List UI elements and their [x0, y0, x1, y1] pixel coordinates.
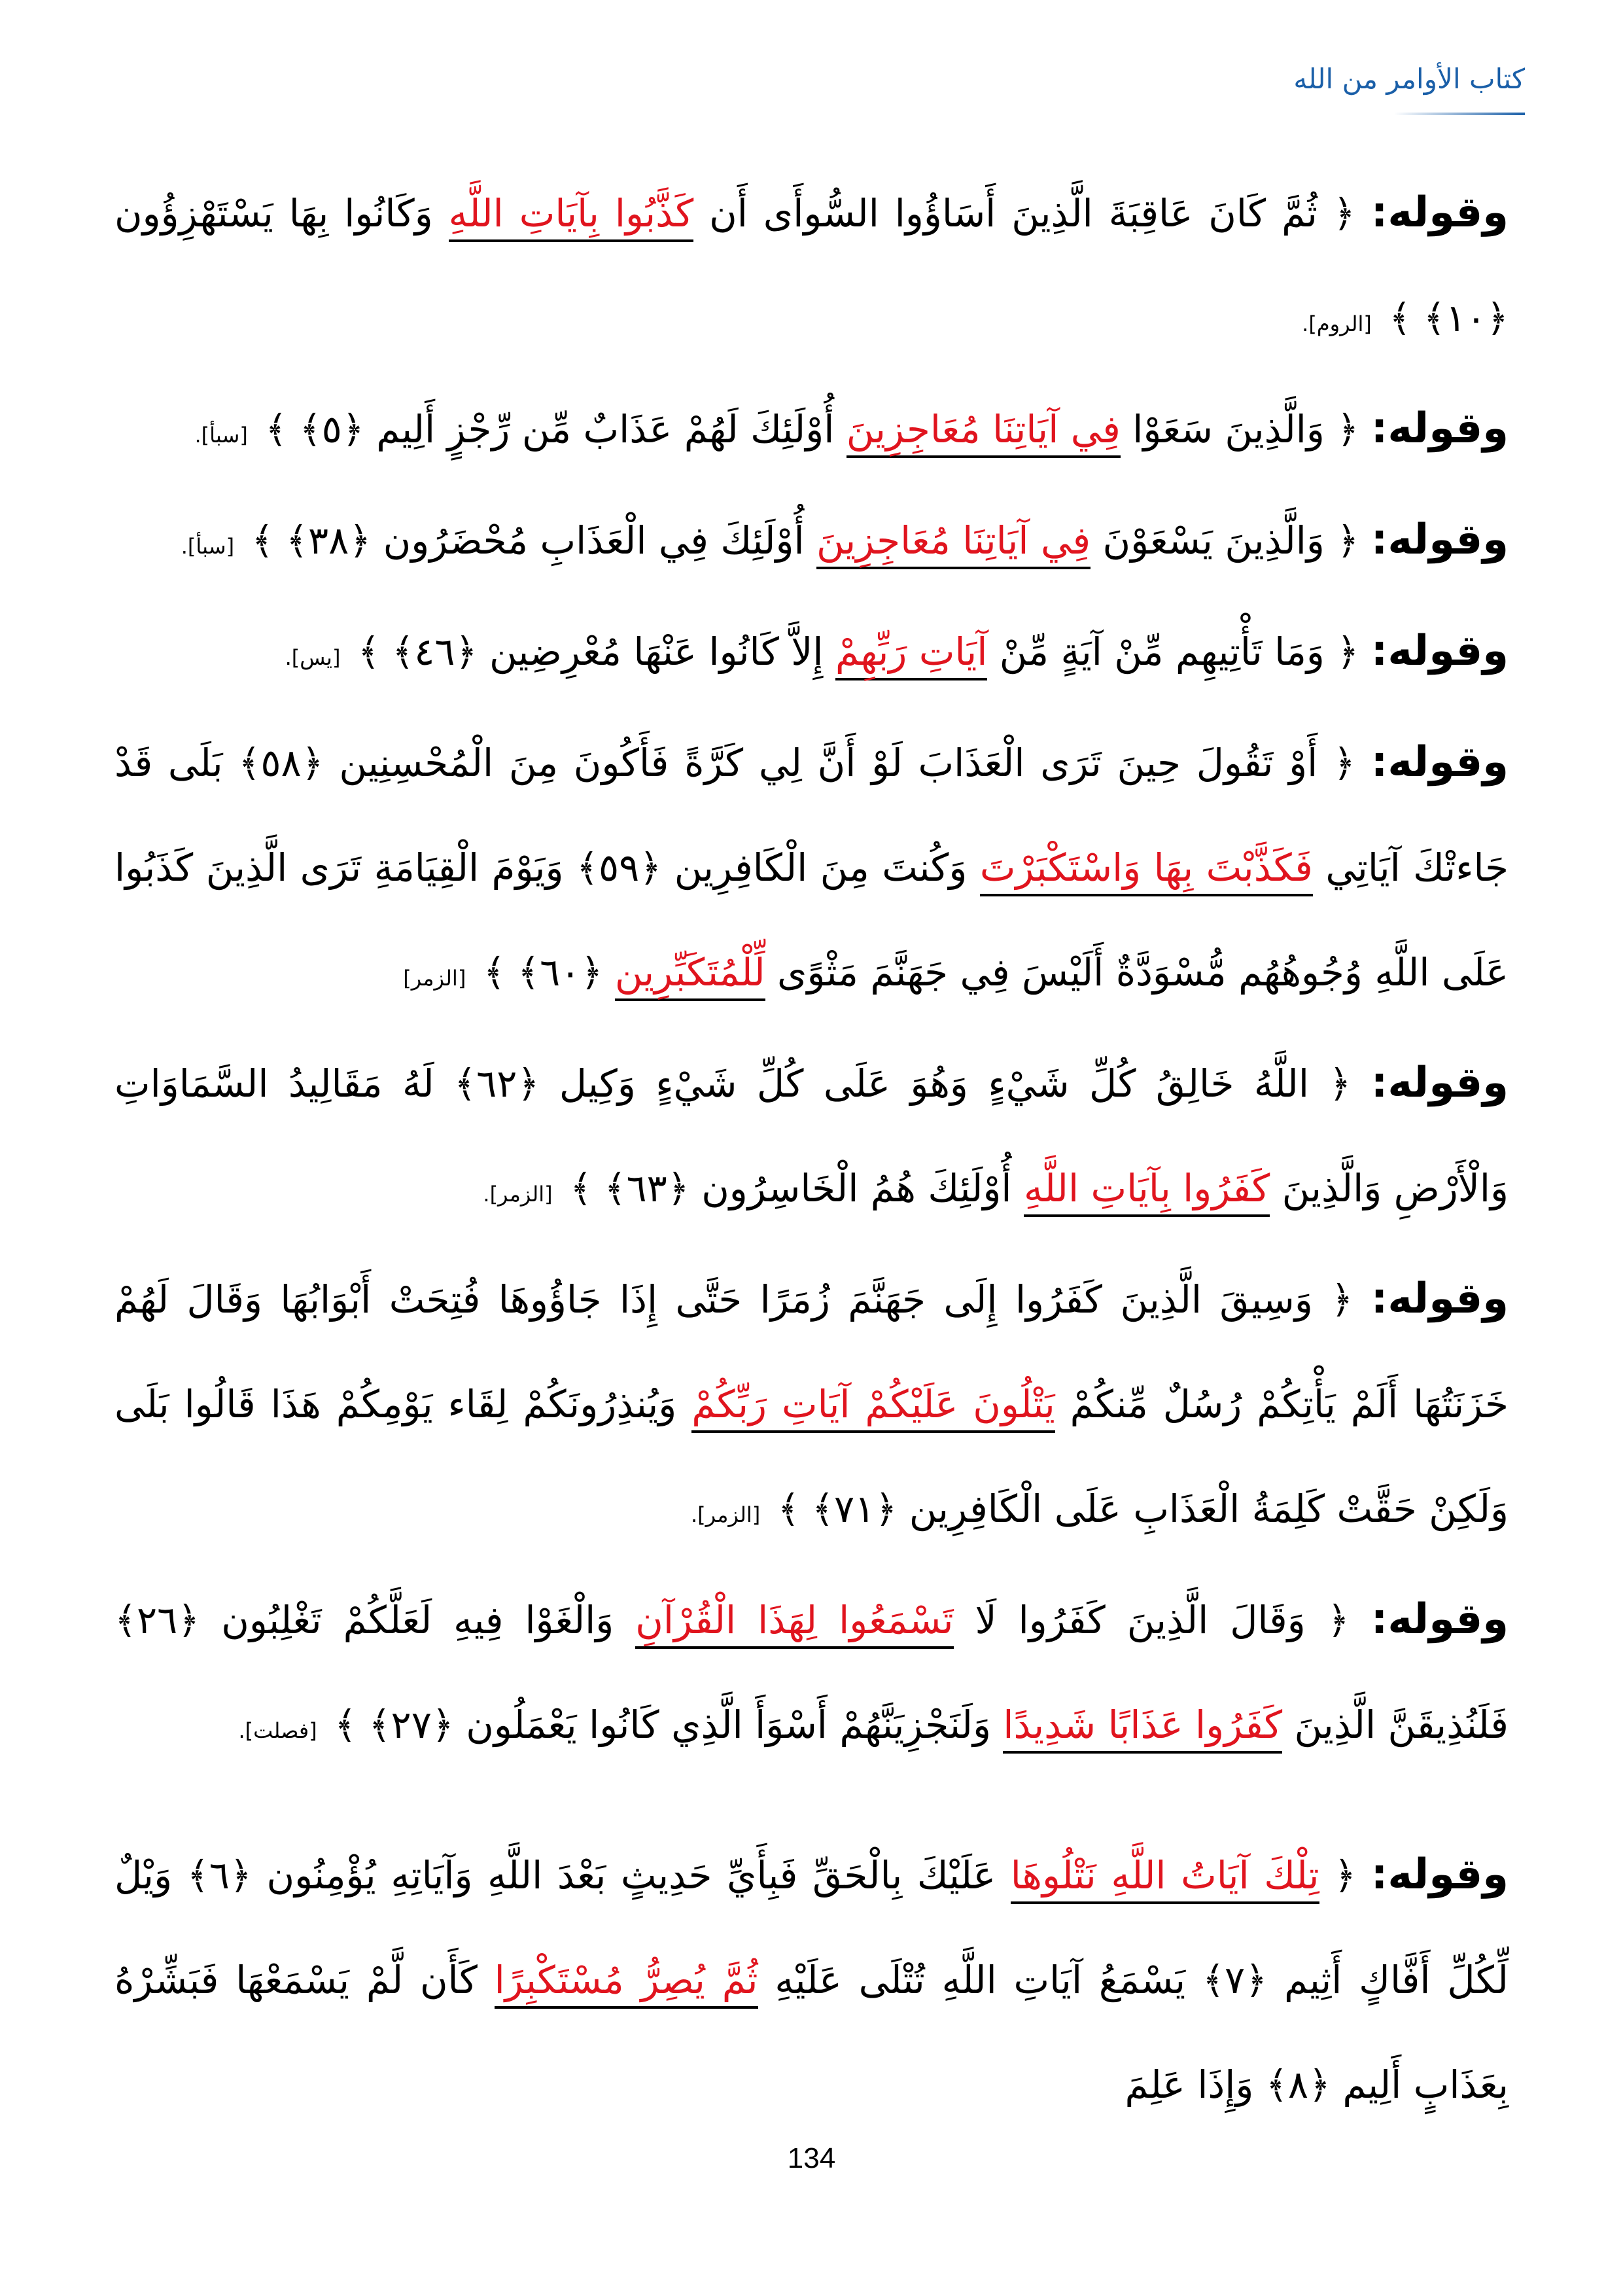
verse-text: وَيُنذِرُونَكُمْ لِقَاء يَوْمِكُمْ هَذَا قَالُوا بَلَى وَلَكِنْ حَقَّتْ كَلِمَةُ الْعَذَابِ عَلَى الْكَافِرِين ﴿٧١﴾ ﴾ [114, 1382, 1509, 1531]
verse-keyword: وقوله: [1370, 516, 1509, 564]
book-title: كتاب الأوامر من الله [1293, 63, 1525, 95]
verse-highlight: آيَاتِ رَبِّهِمْ [835, 629, 987, 680]
verse-text: وَلَنَجْزِيَنَّهُمْ أَسْوَأَ الَّذِي كَانُوا يَعْمَلُون ﴿٢٧﴾ ﴾ [334, 1703, 1003, 1747]
verse-highlight: فِي آيَاتِنَا مُعَاجِزِينَ [816, 518, 1091, 569]
verse-text: أُوْلَئِكَ فِي الْعَذَابِ مُحْضَرُون ﴿٣٨﴾ ﴾ [251, 518, 816, 563]
verse-highlight: تِلْكَ آيَاتُ اللَّهِ نَتْلُوهَا [1011, 1853, 1319, 1904]
verse-highlight: كَفَرُوا عَذَابًا شَدِيدًا [1003, 1703, 1282, 1754]
verse-block [114, 487, 1509, 599]
verse-highlight: كَفَرُوا بِآيَاتِ اللَّهِ [1024, 1166, 1270, 1217]
verse-keyword: وقوله: [1370, 1850, 1509, 1899]
surah-reference: [الزمر]. [690, 1502, 761, 1527]
verse-text: ﴿ ثُمَّ كَانَ عَاقِبَةَ الَّذِينَ أَسَاؤُوا السُّوأَى أَن [693, 191, 1355, 236]
verse-text: ﴿ [1319, 1853, 1357, 1898]
verse-text: وَكَانُوا بِهَا يَسْتَهْزِؤُون ﴿١٠﴾ ﴾ [114, 191, 1509, 340]
verse-text: أُوْلَئِكَ لَهُمْ عَذَابٌ مِّن رِّجْزٍ أَلِيم ﴿٥﴾ ﴾ [265, 407, 846, 451]
verse-keyword: وقوله: [1370, 188, 1509, 237]
verse-keyword: وقوله: [1370, 738, 1509, 786]
verse-block [114, 599, 1509, 710]
verse-text: كَأَن لَّمْ يَسْمَعْهَا فَبَشِّرْهُ بِعَذَابٍ أَلِيم ﴿٨﴾ وَإِذَا عَلِمَ [114, 1958, 1509, 2107]
surah-reference: [الروم]. [1302, 311, 1372, 336]
verse-block [114, 1246, 1509, 1567]
page-body [114, 160, 1509, 2137]
verse-highlight: يَتْلُونَ عَلَيْكُمْ آيَاتِ رَبِّكُمْ [691, 1382, 1055, 1433]
verse-highlight: تَسْمَعُوا لِهَذَا الْقُرْآنِ [635, 1598, 953, 1649]
verse-block [114, 1822, 1509, 2137]
verse-text: ﴿٦٠﴾ ﴾ [483, 950, 615, 995]
surah-reference: [فصلت]. [238, 1718, 317, 1743]
surah-reference: [الزمر] [403, 966, 466, 991]
verse-text: ﴿ وَالَّذِينَ يَسْعَوْنَ [1091, 518, 1359, 563]
verse-block [114, 376, 1509, 487]
verse-text: ﴿ اللَّهُ خَالِقُ كُلِّ شَيْءٍ وَهُوَ عَلَى كُلِّ شَيْءٍ وَكِيل ﴿٦٢﴾ لَهُ مَقَالِيدُ السَّمَاوَاتِ وَالْأَرْضِ وَالَّذِينَ [114, 1061, 1509, 1210]
verse-highlight: لِّلْمُتَكَبِّرِين [615, 950, 765, 1001]
verse-highlight: فِي آيَاتِنَا مُعَاجِزِينَ [846, 407, 1121, 458]
verse-keyword: وقوله: [1370, 627, 1509, 675]
surah-reference: [الزمر]. [483, 1182, 553, 1207]
verse-highlight: فَكَذَّبْتَ بِهَا وَاسْتَكْبَرْتَ [980, 845, 1313, 896]
verse-text: ﴿ وَمَا تَأْتِيهِم مِّنْ آيَةٍ مِّنْ [987, 629, 1359, 674]
verse-text: وَكُنتَ مِنَ الْكَافِرِين ﴿٥٩﴾ وَيَوْمَ الْقِيَامَةِ تَرَى الَّذِينَ كَذَبُوا عَلَى اللَّهِ وُجُوهُهُم مُّسْوَدَّةٌ أَلَيْسَ فِي جَهَنَّمَ مَثْوًى [114, 845, 1509, 995]
verse-keyword: وقوله: [1370, 1595, 1509, 1644]
verse-highlight: ثُمَّ يُصِرُّ مُسْتَكْبِرًا [495, 1958, 758, 2009]
surah-reference: [سبأ]. [194, 423, 248, 448]
verse-keyword: وقوله: [1370, 1275, 1509, 1323]
verse-block [114, 1031, 1509, 1246]
verse-text: أُوْلَئِكَ هُمُ الْخَاسِرُون ﴿٦٣﴾ ﴾ [570, 1166, 1024, 1210]
verse-block [114, 160, 1509, 376]
verse-text: ﴿ وَالَّذِينَ سَعَوْا [1120, 407, 1359, 451]
surah-reference: [سبأ]. [181, 534, 235, 559]
header-rule [1394, 113, 1525, 115]
verse-text: وَالْغَوْا فِيهِ لَعَلَّكُمْ تَغْلِبُون ﴿٢٦﴾ فَلَنُذِيقَنَّ الَّذِينَ [114, 1598, 1509, 1747]
verse-text: ﴿ وَسِيقَ الَّذِينَ كَفَرُوا إِلَى جَهَنَّمَ زُمَرًا حَتَّى إِذَا جَاؤُوهَا فُتِحَتْ أَبْوَابُهَا وَقَالَ لَهُمْ خَزَنَتُهَا أَلَمْ يَأْتِكُمْ رُسُلٌ مِّنكُمْ [114, 1277, 1509, 1426]
page-number: 134 [787, 2142, 836, 2174]
surah-reference: [يس]. [285, 645, 341, 670]
verse-keyword: وقوله: [1370, 1059, 1509, 1107]
verse-block [114, 710, 1509, 1031]
verse-text: ﴿ أَوْ تَقُولَ حِينَ تَرَى الْعَذَابَ لَوْ أَنَّ لِي كَرَّةً فَأَكُونَ مِنَ الْمُحْسِنِين ﴿٥٨﴾ بَلَى قَدْ جَاءتْكَ آيَاتِي [114, 741, 1509, 890]
verse-text: ﴿ وَقَالَ الَّذِينَ كَفَرُوا لَا [953, 1598, 1350, 1642]
verse-block [114, 1567, 1509, 1783]
verse-highlight: كَذَّبُوا بِآيَاتِ اللَّهِ [449, 191, 694, 242]
verse-text: إِلاَّ كَانُوا عَنْهَا مُعْرِضِين ﴿٤٦﴾ ﴾ [357, 629, 835, 674]
verse-text: عَلَيْكَ بِالْحَقِّ فَبِأَيِّ حَدِيثٍ بَعْدَ اللَّهِ وَآيَاتِهِ يُؤْمِنُون ﴿٦﴾ وَيْلٌ لِّكُلِّ أَفَّاكٍ أَثِيم ﴿٧﴾ يَسْمَعُ آيَاتِ اللَّهِ تُتْلَى عَلَيْهِ [114, 1853, 1509, 2002]
verse-keyword: وقوله: [1370, 404, 1509, 453]
